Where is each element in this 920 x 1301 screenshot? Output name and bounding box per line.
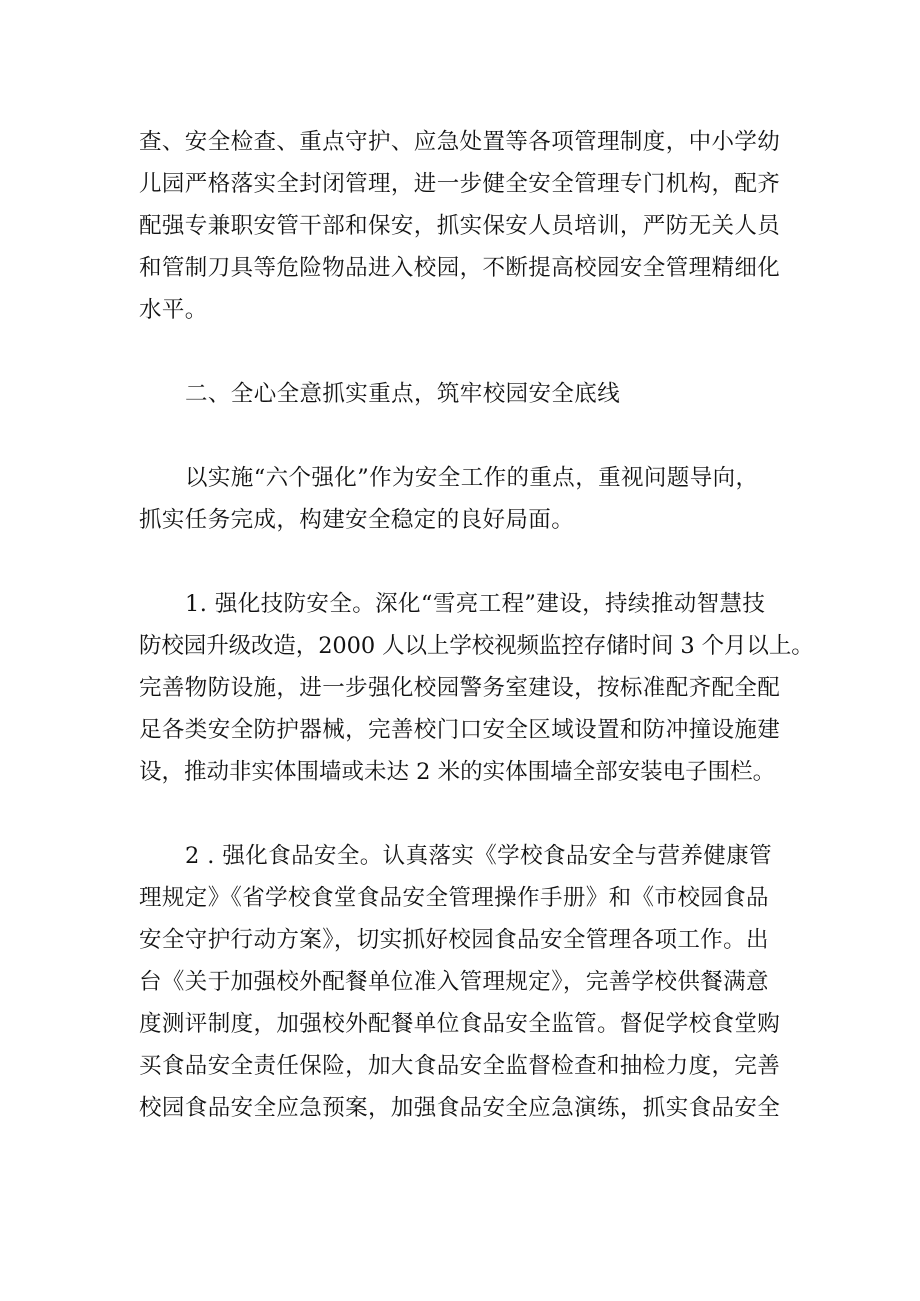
text-line: 足各类安全防护器械，完善校门口安全区域设置和防冲撞设施建: [139, 717, 781, 743]
text-line: 查、安全检查、重点守护、应急处置等各项管理制度，中小学幼: [139, 129, 781, 155]
text-line: 防校园升级改造，2000 人以上学校视频监控存储时间 3 个月以上。: [139, 633, 814, 659]
text-line: 安全守护行动方案》，切实抓好校园食品安全管理各项工作。出: [139, 927, 769, 953]
text-line: 水平。: [139, 297, 208, 323]
text-line: 儿园严格落实全封闭管理，进一步健全安全管理专门机构，配齐: [139, 171, 781, 197]
text-line: 买食品安全责任保险，加大食品安全监督检查和抽检力度，完善: [139, 1053, 781, 1079]
text-line: 完善物防设施，进一步强化校园警务室建设，按标准配齐配全配: [139, 675, 781, 701]
text-line: 2 . 强化食品安全。认真落实《学校食品安全与营养健康管: [185, 843, 772, 869]
text-line: 和管制刀具等危险物品进入校园，不断提高校园安全管理精细化: [139, 255, 781, 281]
text-line: 配强专兼职安管干部和保安，抓实保安人员培训，严防无关人员: [139, 213, 781, 239]
text-line: 以实施“六个强化”作为安全工作的重点，重视问题导向，: [185, 465, 759, 491]
text-line: 理规定》《省学校食堂食品安全管理操作手册》和《市校园食品: [139, 885, 769, 911]
text-line: 校园食品安全应急预案，加强食品安全应急演练，抓实食品安全: [139, 1095, 781, 1121]
section-heading: 二、全心全意抓实重点，筑牢校园安全底线: [185, 381, 621, 407]
text-line: 抓实任务完成，构建安全稳定的良好局面。: [139, 507, 575, 533]
text-line: 台《关于加强校外配餐单位准入管理规定》，完善学校供餐满意: [139, 969, 769, 995]
text-line: 度测评制度，加强校外配餐单位食品安全监管。督促学校食堂购: [139, 1011, 781, 1037]
text-line: 设，推动非实体围墙或未达 2 米的实体围墙全部安装电子围栏。: [139, 759, 776, 785]
text-line: 1. 强化技防安全。深化“雪亮工程”建设，持续推动智慧技: [185, 591, 766, 617]
